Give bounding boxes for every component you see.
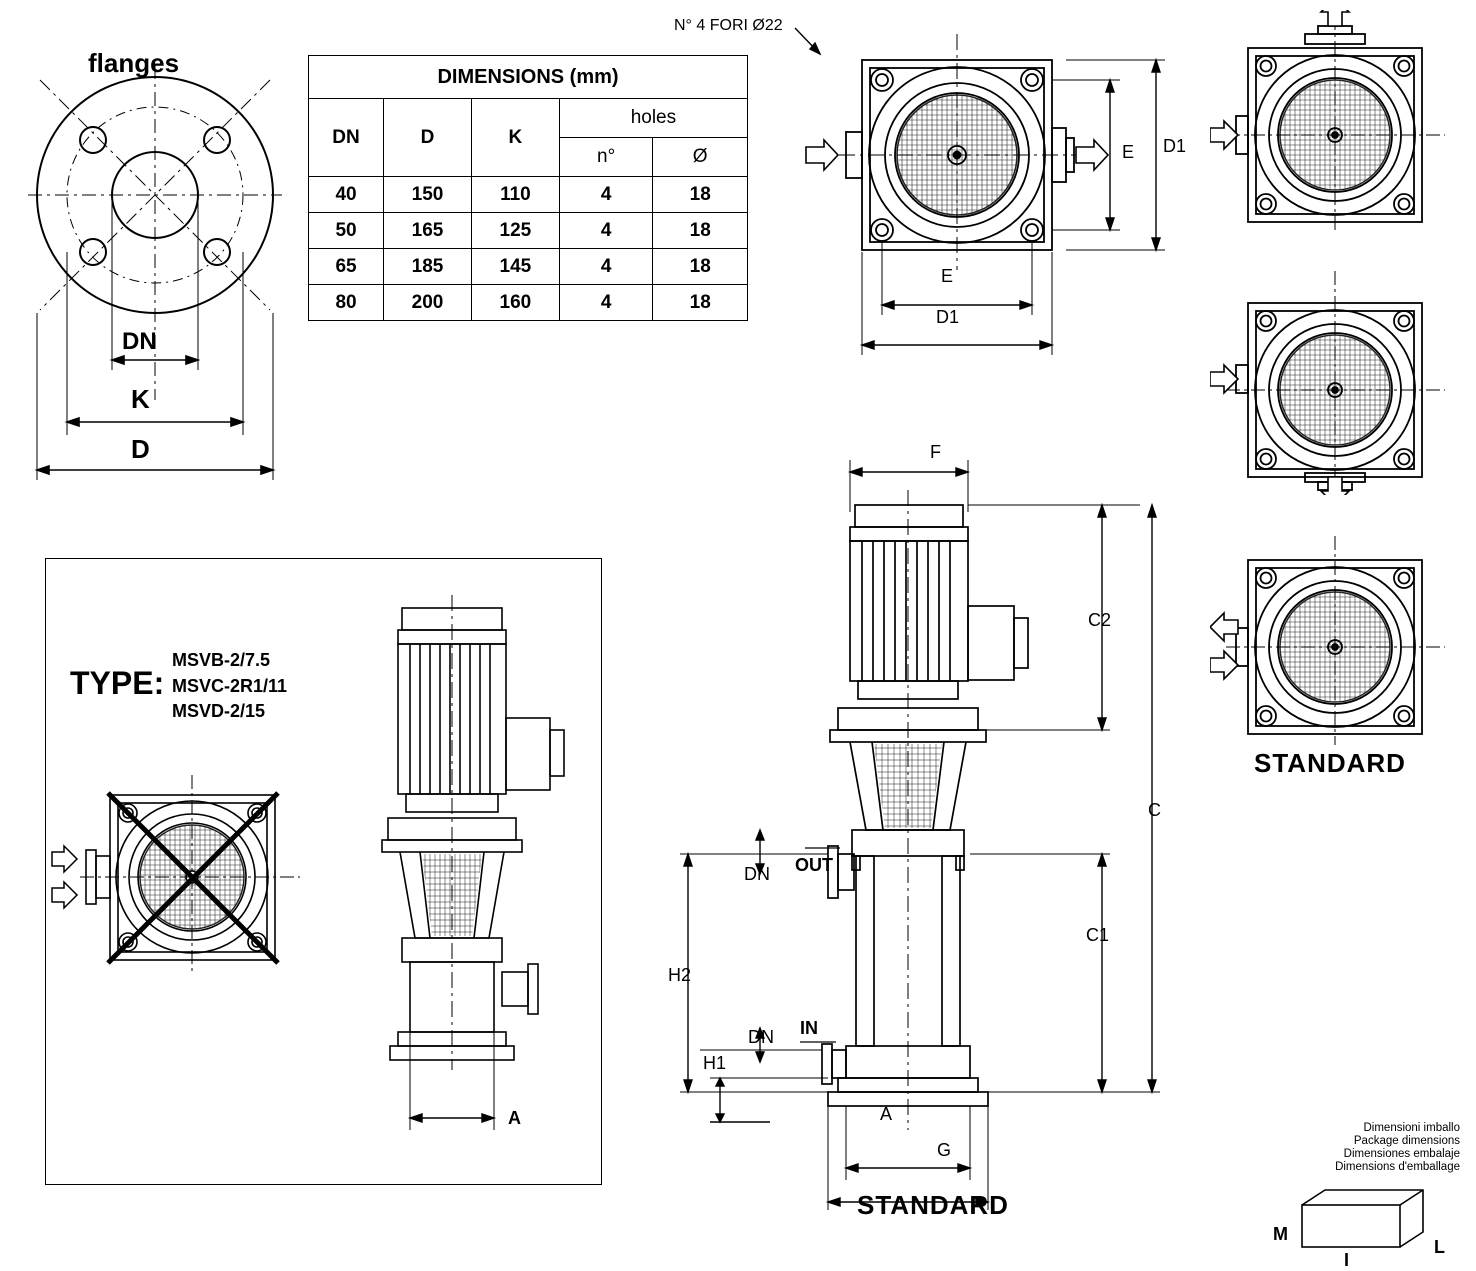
flange-dim-dn: DN — [122, 328, 157, 355]
cell-dia: 18 — [653, 177, 748, 213]
main-label-h1: H1 — [703, 1053, 727, 1073]
standard-label-main: STANDARD — [857, 1190, 1009, 1220]
flange-drawing — [20, 40, 290, 490]
main-label-out: OUT — [795, 855, 833, 875]
fori-note: N° 4 FORI Ø22 — [674, 17, 783, 34]
cell-k: 125 — [471, 213, 559, 249]
type-model-3: MSVD-2/15 — [172, 701, 266, 721]
flange-dim-d: D — [131, 434, 150, 464]
orientation-view-3 — [1210, 530, 1460, 755]
cell-d: 185 — [384, 249, 472, 285]
type-model-1: MSVB-2/7.5 — [172, 650, 271, 670]
table-subheader-n: n° — [559, 138, 653, 177]
cell-k: 160 — [471, 285, 559, 321]
main-label-dn-out: DN — [744, 864, 770, 884]
cell-dia: 18 — [653, 213, 748, 249]
main-label-c2: C2 — [1088, 610, 1112, 630]
table-header-d: D — [384, 99, 472, 177]
table-row — [309, 177, 748, 213]
package-label-l: L — [1434, 1237, 1445, 1257]
cell-k: 110 — [471, 177, 559, 213]
flange-dim-k: K — [131, 384, 150, 414]
main-label-g: G — [937, 1140, 952, 1160]
cell-dia: 18 — [653, 249, 748, 285]
main-label-h2: H2 — [668, 965, 692, 985]
orientation-view-2 — [1210, 265, 1460, 495]
package-line-fr: Dimensions d'emballage — [1335, 1161, 1460, 1173]
package-line-it: Dimensioni imballo — [1363, 1122, 1460, 1134]
table-row — [309, 249, 748, 285]
top-view-drawing — [790, 20, 1190, 370]
cell-dn: 80 — [309, 285, 384, 321]
package-line-es: Dimensiones embalaje — [1343, 1148, 1460, 1160]
cell-dia: 18 — [653, 285, 748, 321]
cell-dn: 50 — [309, 213, 384, 249]
package-label-i: I — [1344, 1250, 1350, 1270]
cell-n: 4 — [559, 249, 653, 285]
type-label: TYPE: — [70, 665, 165, 701]
topview-label-e-bottom: E — [941, 266, 954, 286]
table-header-dn: DN — [309, 99, 384, 177]
table-row — [309, 213, 748, 249]
flanges-title: flanges — [88, 48, 180, 78]
topview-label-d1: D1 — [1163, 136, 1187, 156]
table-title: DIMENSIONS (mm) — [309, 56, 748, 99]
cell-k: 145 — [471, 249, 559, 285]
cell-n: 4 — [559, 285, 653, 321]
orientation-view-1 — [1210, 10, 1460, 240]
main-elevation-drawing — [640, 450, 1200, 1210]
topview-label-d1-bottom: D1 — [936, 307, 960, 327]
main-label-c1: C1 — [1086, 925, 1110, 945]
cell-n: 4 — [559, 213, 653, 249]
dimensions-table — [308, 55, 748, 321]
typebox-dim-a: A — [508, 1108, 521, 1128]
cell-d: 165 — [384, 213, 472, 249]
type-model-2: MSVC-2R1/11 — [172, 676, 288, 696]
table-header-k: K — [471, 99, 559, 177]
table-header-holes: holes — [559, 99, 747, 138]
cell-dn: 65 — [309, 249, 384, 285]
main-label-f: F — [930, 442, 941, 462]
table-subheader-dia: Ø — [653, 138, 748, 177]
main-label-dn-in: DN — [748, 1027, 774, 1047]
table-row — [309, 285, 748, 321]
standard-label-right: STANDARD — [1254, 748, 1406, 778]
pump-side-elevation-small — [340, 590, 590, 1150]
cell-n: 4 — [559, 177, 653, 213]
main-label-c: C — [1148, 800, 1161, 820]
topview-label-e: E — [1122, 142, 1135, 162]
package-label-m: M — [1273, 1224, 1288, 1244]
cell-d: 150 — [384, 177, 472, 213]
cell-d: 200 — [384, 285, 472, 321]
cell-dn: 40 — [309, 177, 384, 213]
package-box-drawing — [1290, 1185, 1440, 1260]
crossed-top-view — [50, 760, 320, 1010]
package-line-en: Package dimensions — [1353, 1135, 1460, 1147]
main-label-in: IN — [800, 1018, 818, 1038]
package-dimensions-text — [1330, 1122, 1460, 1174]
main-label-a: A — [880, 1104, 893, 1124]
